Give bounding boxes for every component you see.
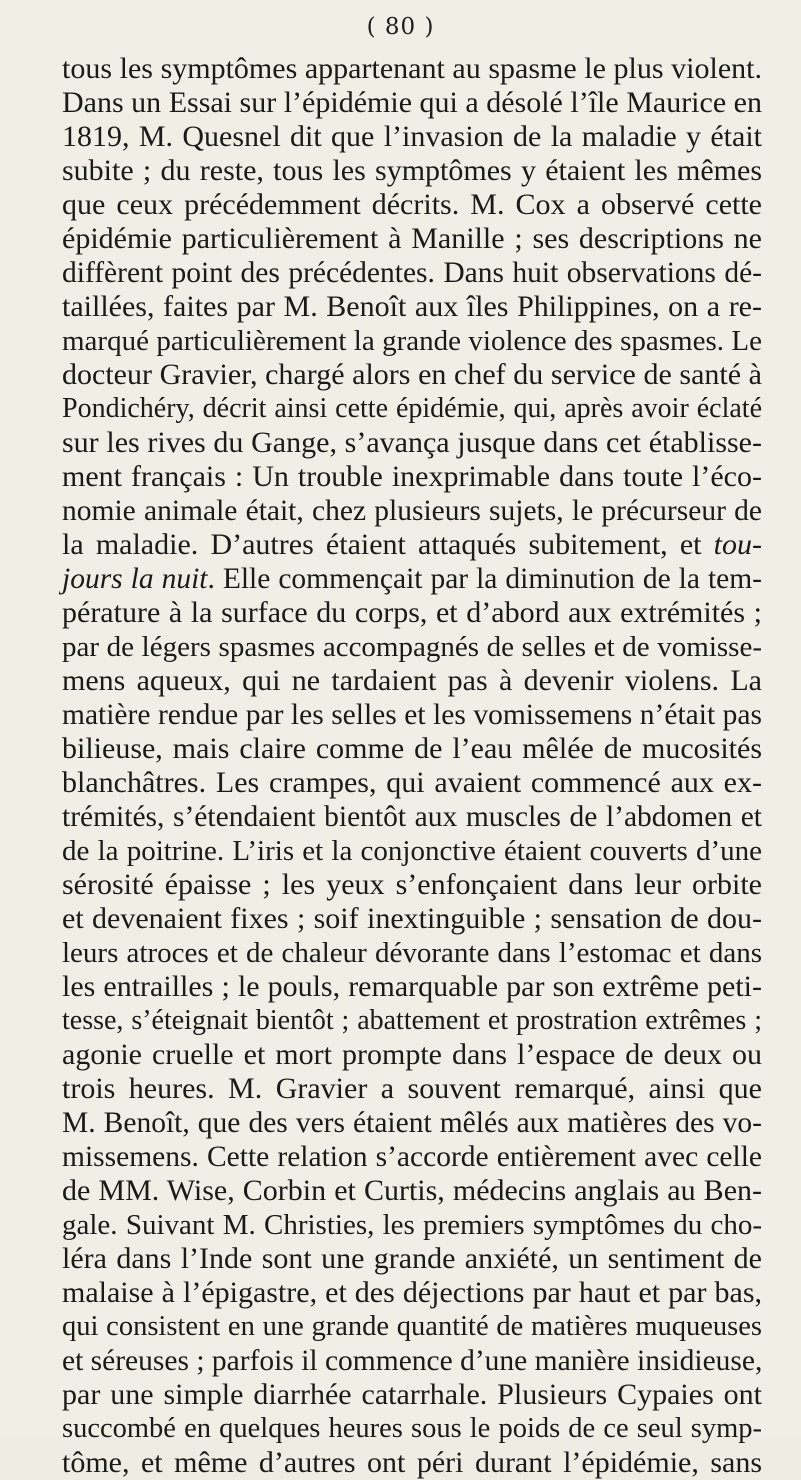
text-line: 1819, M. Quesnel dit que l’invasion de la maladie y était bbox=[62, 120, 762, 153]
text-line: taillées, faites par M. Benoît aux îles Philippines, on a re- bbox=[62, 290, 762, 323]
text-line: que ceux précédemment décrits. M. Cox a observé cette bbox=[62, 188, 762, 221]
text-line: trois heures. M. Gravier a souvent remarqué, ainsi que bbox=[62, 1072, 762, 1105]
text-line: nomie animale était, chez plusieurs sujets, le précurseur de bbox=[62, 495, 762, 527]
text-line: ment français : Un trouble inexprimable dans toute l’éco- bbox=[62, 460, 762, 493]
text-line: par une simple diarrhée catarrhale. Plusieurs Cypaies ont bbox=[62, 1378, 762, 1411]
text-line: subite ; du reste, tous les symptômes y étaient les mêmes bbox=[62, 154, 762, 187]
text-line bbox=[62, 562, 762, 596]
text-line: et devenaient fixes ; soif inextinguible ; sensation de dou- bbox=[62, 902, 762, 935]
text-line: diffèrent point des précédentes. Dans huit observations dé- bbox=[62, 257, 762, 289]
page-number: ( 80 ) bbox=[366, 14, 435, 40]
text-line: leurs atroces et de chaleur dévorante dans l’estomac et dans bbox=[62, 937, 762, 969]
text-line: marqué particulièrement la grande violence des spasmes. Le bbox=[62, 325, 762, 357]
text-line: tesse, s’éteignait bientôt ; abattement et prostration extrêmes ; bbox=[62, 1005, 762, 1036]
text-line: tous les symptômes appartenant au spasme le plus violent. bbox=[62, 52, 762, 85]
text-line: par de légers spasmes accompagnés de selles et de vomisse- bbox=[62, 631, 762, 663]
text-line: qui consistent en une grande quantité de matières muqueuses bbox=[62, 1311, 762, 1342]
body-text bbox=[62, 52, 762, 1480]
italic-text: jours la nuit bbox=[62, 563, 208, 595]
text-line: pérature à la surface du corps, et d’abord aux extrémités ; bbox=[62, 596, 762, 629]
text-line: docteur Gravier, chargé alors en chef du service de santé à bbox=[62, 358, 762, 391]
text-line: et séreuses ; parfois il commence d’une manière insidieuse, bbox=[62, 1345, 763, 1377]
text-line: gale. Suivant M. Christies, les premiers symptômes du cho- bbox=[62, 1209, 762, 1241]
text-line: mens aqueux, qui ne tardaient pas à devenir violens. La bbox=[62, 664, 762, 697]
text-line: M. Benoît, que des vers étaient mêlés aux matières des vo- bbox=[62, 1107, 762, 1139]
text-line: tôme, et même d’autres ont péri durant l’épidémie, sans bbox=[62, 1446, 762, 1479]
text-line: sérosité épaisse ; les yeux s’enfonçaient dans leur orbite bbox=[62, 868, 762, 901]
text-line: Dans un Essai sur l’épidémie qui a désolé l’île Maurice en bbox=[62, 86, 762, 119]
text-line: agonie cruelle et mort prompte dans l’espace de deux ou bbox=[62, 1038, 762, 1071]
text-line: de la poitrine. L’iris et la conjonctive étaient couverts d’une bbox=[62, 835, 762, 867]
text-segment: la maladie. D’autres étaient attaqués subitement, et bbox=[62, 528, 714, 561]
italic-text: tou- bbox=[713, 528, 762, 561]
text-line: de MM. Wise, Corbin et Curtis, médecins anglais au Ben- bbox=[62, 1174, 762, 1207]
text-line: malaise à l’épigastre, et des déjections par haut et par bas, bbox=[62, 1276, 762, 1309]
text-line: les entrailles ; le pouls, remarquable par son extrême peti- bbox=[62, 970, 762, 1003]
text-line: bilieuse, mais claire comme de l’eau mêlée de mucosités bbox=[62, 732, 762, 765]
text-line: trémités, s’étendaient bientôt aux muscles de l’abdomen et bbox=[62, 801, 762, 833]
text-line: léra dans l’Inde sont une grande anxiété, un sentiment de bbox=[62, 1242, 762, 1275]
text-line: blanchâtres. Les crampes, qui avaient commencé aux ex- bbox=[62, 766, 762, 799]
text-line: missemens. Cette relation s’accorde entièrement avec celle bbox=[62, 1141, 762, 1173]
text-line: sur les rives du Gange, s’avança jusque dans cet établisse- bbox=[62, 426, 762, 459]
text-line: succombé en quelques heures sous le poids de ce seul symp- bbox=[62, 1413, 762, 1444]
text-line bbox=[62, 528, 762, 562]
text-line: matière rendue par les selles et les vomissemens n’était pas bbox=[62, 699, 762, 731]
text-line: Pondichéry, décrit ainsi cette épidémie, qui, après avoir éclaté bbox=[62, 393, 762, 424]
text-line: épidémie particulièrement à Manille ; ses descriptions ne bbox=[62, 222, 762, 255]
text-segment: . Elle commençait par la diminution de la tem- bbox=[207, 563, 762, 595]
